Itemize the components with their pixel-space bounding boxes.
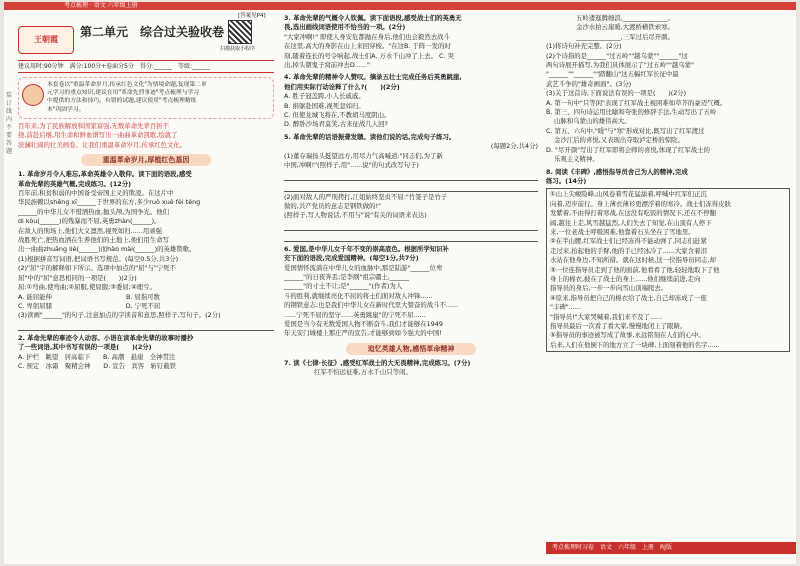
section-title-2: 追忆英雄人物,感悟革命精神 bbox=[346, 343, 476, 355]
answer-line[interactable] bbox=[284, 221, 538, 231]
intro-box bbox=[18, 77, 274, 119]
q2-options-cd[interactable]: C. 预定 冰霜 聚精会神 D. 宣告 宾客 斩钉截铁 bbox=[18, 361, 177, 370]
q1-options-row-2 bbox=[18, 302, 274, 311]
avatar-icon bbox=[22, 84, 44, 106]
option-b[interactable]: B. 捐躯赴国难,视死忽如归。 bbox=[284, 101, 365, 110]
intro-line: 本套卷以"重温革命岁月,传承红色文化"为情境命题,复现第二单 bbox=[47, 82, 207, 88]
answer-reference: [答案见P4] bbox=[238, 13, 266, 19]
page-number: 7 bbox=[779, 540, 788, 554]
option-c[interactable]: C. 第五、六句中,"暖"与"寒"形成对比,既写出了红军渡过 bbox=[546, 126, 705, 135]
option-a[interactable]: A. 胜子冠盖跨,小人长戚戚。 bbox=[284, 92, 365, 101]
column-3: 五岭逶迤腾细浪,______________。 金沙水拍云崖暖,大渡桥横铁索寒。 ______________,三军过后尽开颜。 (1)将诗句补充完整。(2分) (2)个诗指的是______"过五岭""越乌蒙""______"这 两句诗展开描写,为我们具体展示了"过五岭""越乌蒙" "______""______""踏翻山"这五幅红军长征中最 武艺斗争的"雄奇画面"。(3分) (3)关于这首诗,下面说法有误的一项是( )(2分) A. 第一句中"只等闲"表现了红军战士视困难如草芥的豪迈气概。 B. 第三、四句诗运用比喻和夸张的修辞手法,生动写出了五岭 山脉和乌蒙山的雄伟高大。 C. 第五、六句中,"暖"与"寒"形成对比,既写出了红军渡过 金沙江后的喜悦,又表现出夺取泸定桥的惊险。 D. "尽开颜"写出了红军即将会师的喜悦,体现了红军战士的 乐观主义精神。 8. 阅读《丰碑》,感悟指导员舍己为人的精神,完成 练习。(14分) ①山上尖峻险峰,山风卷着雪花猛舔着,呼喊中红军们正沉 向着,迈步前行。身上薄衣薄衫更漂浮着的寒冷。战士们冻得皮肤 发紫着,不由得打着寒战,在这没有吃饭的情况下,还在不停翻 阔,越往上走,风雪越猛烈,人们失去了知觉,在山顶有人停下 来,一位老战士呼吸困难,他靠着石头坐在了雪地里。 ②在半山腰,红军战士们已经冻得不能动弹了,同志们赶紧 走过来,抬起他的手臂,他的手已经冰冷了......大家含着泪 水站在他身边,不知所措。就在这时候,这一位指导员同志,却 ③一位连指导员走到了他的面前,他看看了他,轻轻地取下了他 身上的棉衣,披在了战士的身上......他们继续前进,走向 指导员的身后,一步一步向雪山顶端爬去。 ④原来,指导员把自己的棉衣给了战士,自己却冻成了一座 "丰碑"...... "指导员!"大家哭喊着,我们来不及了...... 指导员最后一次看了看大家,慢慢地闭上了眼睛。 ⑤指导员的事迹被写成了故事,永远铭刻在人们的心中。 后来,人们在他倒下的地方立了一块碑,上面刻着他的名字...... bbox=[546, 14, 790, 354]
option-d[interactable]: D. "尽开颜"写出了红军即将会师的喜悦,体现了红军战士的 bbox=[546, 145, 710, 154]
option-c[interactable]: C. 但使龙城飞将在,不教胡马度阴山。 bbox=[284, 111, 391, 120]
q2-options-ab[interactable]: A. 护栏 眺望 居高临下 B. 高潮 悬崖 全神贯注 bbox=[18, 352, 176, 361]
intro-line: 元学习的重点知识,建议在用"革命先烈事迹"考点梳理与学习 bbox=[47, 90, 200, 97]
question-3: 3. 革命先辈的气概令人钦佩。读下面语段,感受战士们的英勇无 畏,选出画线词语使用不恰当的一项。(2分) "大家冲啊!" 即使人身安危都抛在身后,他们也会毅然去战斗 在这里,高大的身影在山上来回穿梭。"在这B. 于阵一发的时 刻,随着连长的号令响起,战士们A. 万水千山冲了上去。 C. 突 出,掉头朝鬼子窝前冲去D......" bbox=[284, 14, 462, 70]
answer-line[interactable] bbox=[18, 321, 274, 331]
unit-title: 第二单元 综合过关验收卷 bbox=[80, 25, 225, 39]
q1-options-row-1 bbox=[18, 293, 274, 302]
option-b[interactable]: B. 第三、四句诗运用比喻和夸张的修辞手法,生动写出了五岭 bbox=[546, 108, 717, 117]
score-bar: 建议用时:90分钟 满分:100分+卷面分5分 得分:______ 等级:______ bbox=[18, 60, 274, 73]
question-7: 7. 读《七律·长征》,感受红军战士的大无畏精神,完成练习。(7分) 红军不怕远征难,万水千山只等闲。 bbox=[284, 358, 471, 377]
binding-sidebar: 装订线内不要答题 bbox=[6, 92, 13, 155]
worksheet-page bbox=[4, 2, 796, 564]
answer-line[interactable] bbox=[284, 171, 538, 181]
answer-line[interactable] bbox=[284, 182, 538, 192]
qr-code-icon[interactable] bbox=[228, 20, 252, 44]
question-1: 1. 革命岁月令人难忘,革命英雄令人敬仰。读下面的语段,感受 革命先辈的英雄气概,完成练习。(12分) 百年前,积贫积弱的中国备受帝国主义的欺凌。在这片中 华民族赖以shēng xī______于世界的东方,多少ruò xuè fèi téng ______的中华儿女不惜洒热血,抛头颅,为国争光。他们 di kòu(______)的残暴而不屈,英勇zhàn(______)。 在敌人的刑场上,他们大义凛然,视死如归......用顽强 战胜死亡,把热血洒在生养他们的土地上,他们用生命写 出一曲曲zhuāng liè(______)而hào mài(______)的英雄赞歌。 (1)根据拼音写词语,把词语书写规范。(每空0.5分,共3分) (2)"屈"字的解释如下所示。选项中加点的"屈"与"宁死不 屈"中的"屈"意思相同的一项是( )(2分) 屈:①弯曲,使弯曲;②屈服,使屈服;③委屈;④理亏。 A. 能屈能伸 B. 屈指可数 C. 卑躬屈膝 D. 宁死不屈 (3)读画"______"的句子,注意加点的字读音和意思,照样子,写句子。(2分) bbox=[18, 170, 274, 331]
option-a[interactable]: A. 第一句中"只等闲"表现了红军战士视困难如草芥的豪迈气概。 bbox=[546, 98, 727, 107]
unit-header bbox=[18, 14, 274, 60]
option-c[interactable]: C. 卑躬屈膝 bbox=[18, 301, 53, 310]
top-banner: 考点梳理 · 语文 六年级上册 bbox=[4, 2, 796, 10]
column-1 bbox=[18, 14, 274, 371]
reading-passage: ①山上尖峻险峰,山风卷着雪花猛舔着,呼喊中红军们正沉 向着,迈步前行。身上薄衣薄衫更漂浮着的寒冷。战士们冻得皮肤 发紫着,不由得打着寒战,在这没有吃饭的情况下,还在不停翻 阔,越往上走,风雪越猛烈,人们失去了知觉,在山顶有人停下 来,一位老战士呼吸困难,他靠着石头坐在了雪地里。 ②在半山腰,红军战士们已经冻得不能动弹了,同志们赶紧 走过来,抬起他的手臂,他的手已经冰冷了......大家含着泪 水站在他身边,不知所措。就在这时候,这一位指导员同志,却 ③一位连指导员走到了他的面前,他看看了他,轻轻地取下了他 身上的棉衣,披在了战士的身上......他们继续前进,走向 指导员的身后,一步一步向雪山顶端爬去。 ④原来,指导员把自己的棉衣给了战士,自己却冻成了一座 "丰碑"...... "指导员!"大家哭喊着,我们来不及了...... 指导员最后一次看了看大家,慢慢地闭上了眼睛。 ⑤指导员的事迹被写成了故事,永远铭刻在人们的心中。 后来,人们在他倒下的地方立了一块碑,上面刻着他的名字...... bbox=[546, 188, 790, 352]
brand-logo: 王朝霞 bbox=[18, 26, 74, 54]
question-5: 5. 革命先辈的话语振聋发聩。读他们说的话,完成句子练习。 (每题2分,共4分) (1)董存瑞扬头挺望远方,用尽力气高喊道:"同志们,为了新 中国,冲啊!"(照样子,用"......说"的句式改写句子) (2)面对敌人的严刑拷打,江姐始终坚贞不屈:"竹签子是竹子 做的,共产党员的意志是钢铁做的!" (照样子,写人物说话,不用与"说"有关的词语来表达) bbox=[284, 133, 538, 242]
option-d[interactable]: D. 宁死不屈 bbox=[125, 301, 161, 310]
footer-bar: 考点梳理时习卷 语文 六年级 上册 RJ版 bbox=[546, 542, 796, 554]
option-a[interactable]: A. 能屈能伸 bbox=[18, 292, 52, 301]
intro-line: 中提供的方法和技巧。有错的试题,建议使用"考点梳理精练 bbox=[47, 98, 197, 105]
intro-line: 本"巩固学习。 bbox=[47, 106, 85, 113]
question-2: 2. 革命先辈的事迹令人动容。小语在读革命先辈的故事时播抄 了一些词语,其中书写有误的一项是( )(2分) A. 护栏 眺望 居高临下 B. 高潮 悬崖 全神贯注 C. 预定 冰霜 聚精会神 D. 宣告 宾客 斩钉截铁 bbox=[18, 334, 274, 372]
question-4: 4. 革命先辈的精神令人赞叹。摘录五壮士完成任务后英勇跳崖, 他们用实际行动诠释了什么?( )(2分) A. 胜子冠盖跨,小人长戚戚。 B. 捐躯赴国难,视死忽如归。 C. 但使龙城飞将在,不教胡马度阴山。 D. 醉卧沙场君莫笑,古来征战几人回? bbox=[284, 73, 538, 129]
column-2 bbox=[284, 14, 538, 378]
question-6: 6. 爱国,是中华儿女千年不变的崇高底色。根据所学知识补 充下面的语段,完成爱国精神。(每空1分,共7分) 爱国情怀流淌在中华儿女的血脉中,那是陆游"______位卑 ______"的日夜奔丢;是李纲"祖宗疆土,______ ______"的寸土不让;是"______"(作者)为人 斗的胜利,就继续亮化不屈的将士们面对敌人冲锋...... 的钢铁意志;也是我们中华儿女在新时代里大赞奋的战斗不...... ......宁死不屈的坚守......英勇跳崖"的宁死不屈...... 爱国是当今有无数爱国人物不断奋斗,我们才能够在1949 年天安门城楼上那庄严的宣告,才能够到如今强大的中国! bbox=[284, 244, 459, 338]
qr-label: 扫描获取小程序 bbox=[220, 46, 256, 52]
option-b[interactable]: B. 屈指可数 bbox=[125, 292, 160, 301]
intro-red-text: 百年来,为了民族解放和国家富强,无数革命先辈百折不 挠,前赴后继,用生命和鲜血谱写出一曲曲革命凯歌,绘就了 波澜壮阔的壮美画卷。让我们重温革命岁月,传承红色文化。 bbox=[18, 122, 187, 149]
option-d[interactable]: D. 醉卧沙场君莫笑,古来征战几人回? bbox=[284, 120, 388, 129]
answer-line[interactable] bbox=[284, 232, 538, 242]
section-title-1: 重温革命岁月,厚植红色基因 bbox=[81, 154, 211, 166]
